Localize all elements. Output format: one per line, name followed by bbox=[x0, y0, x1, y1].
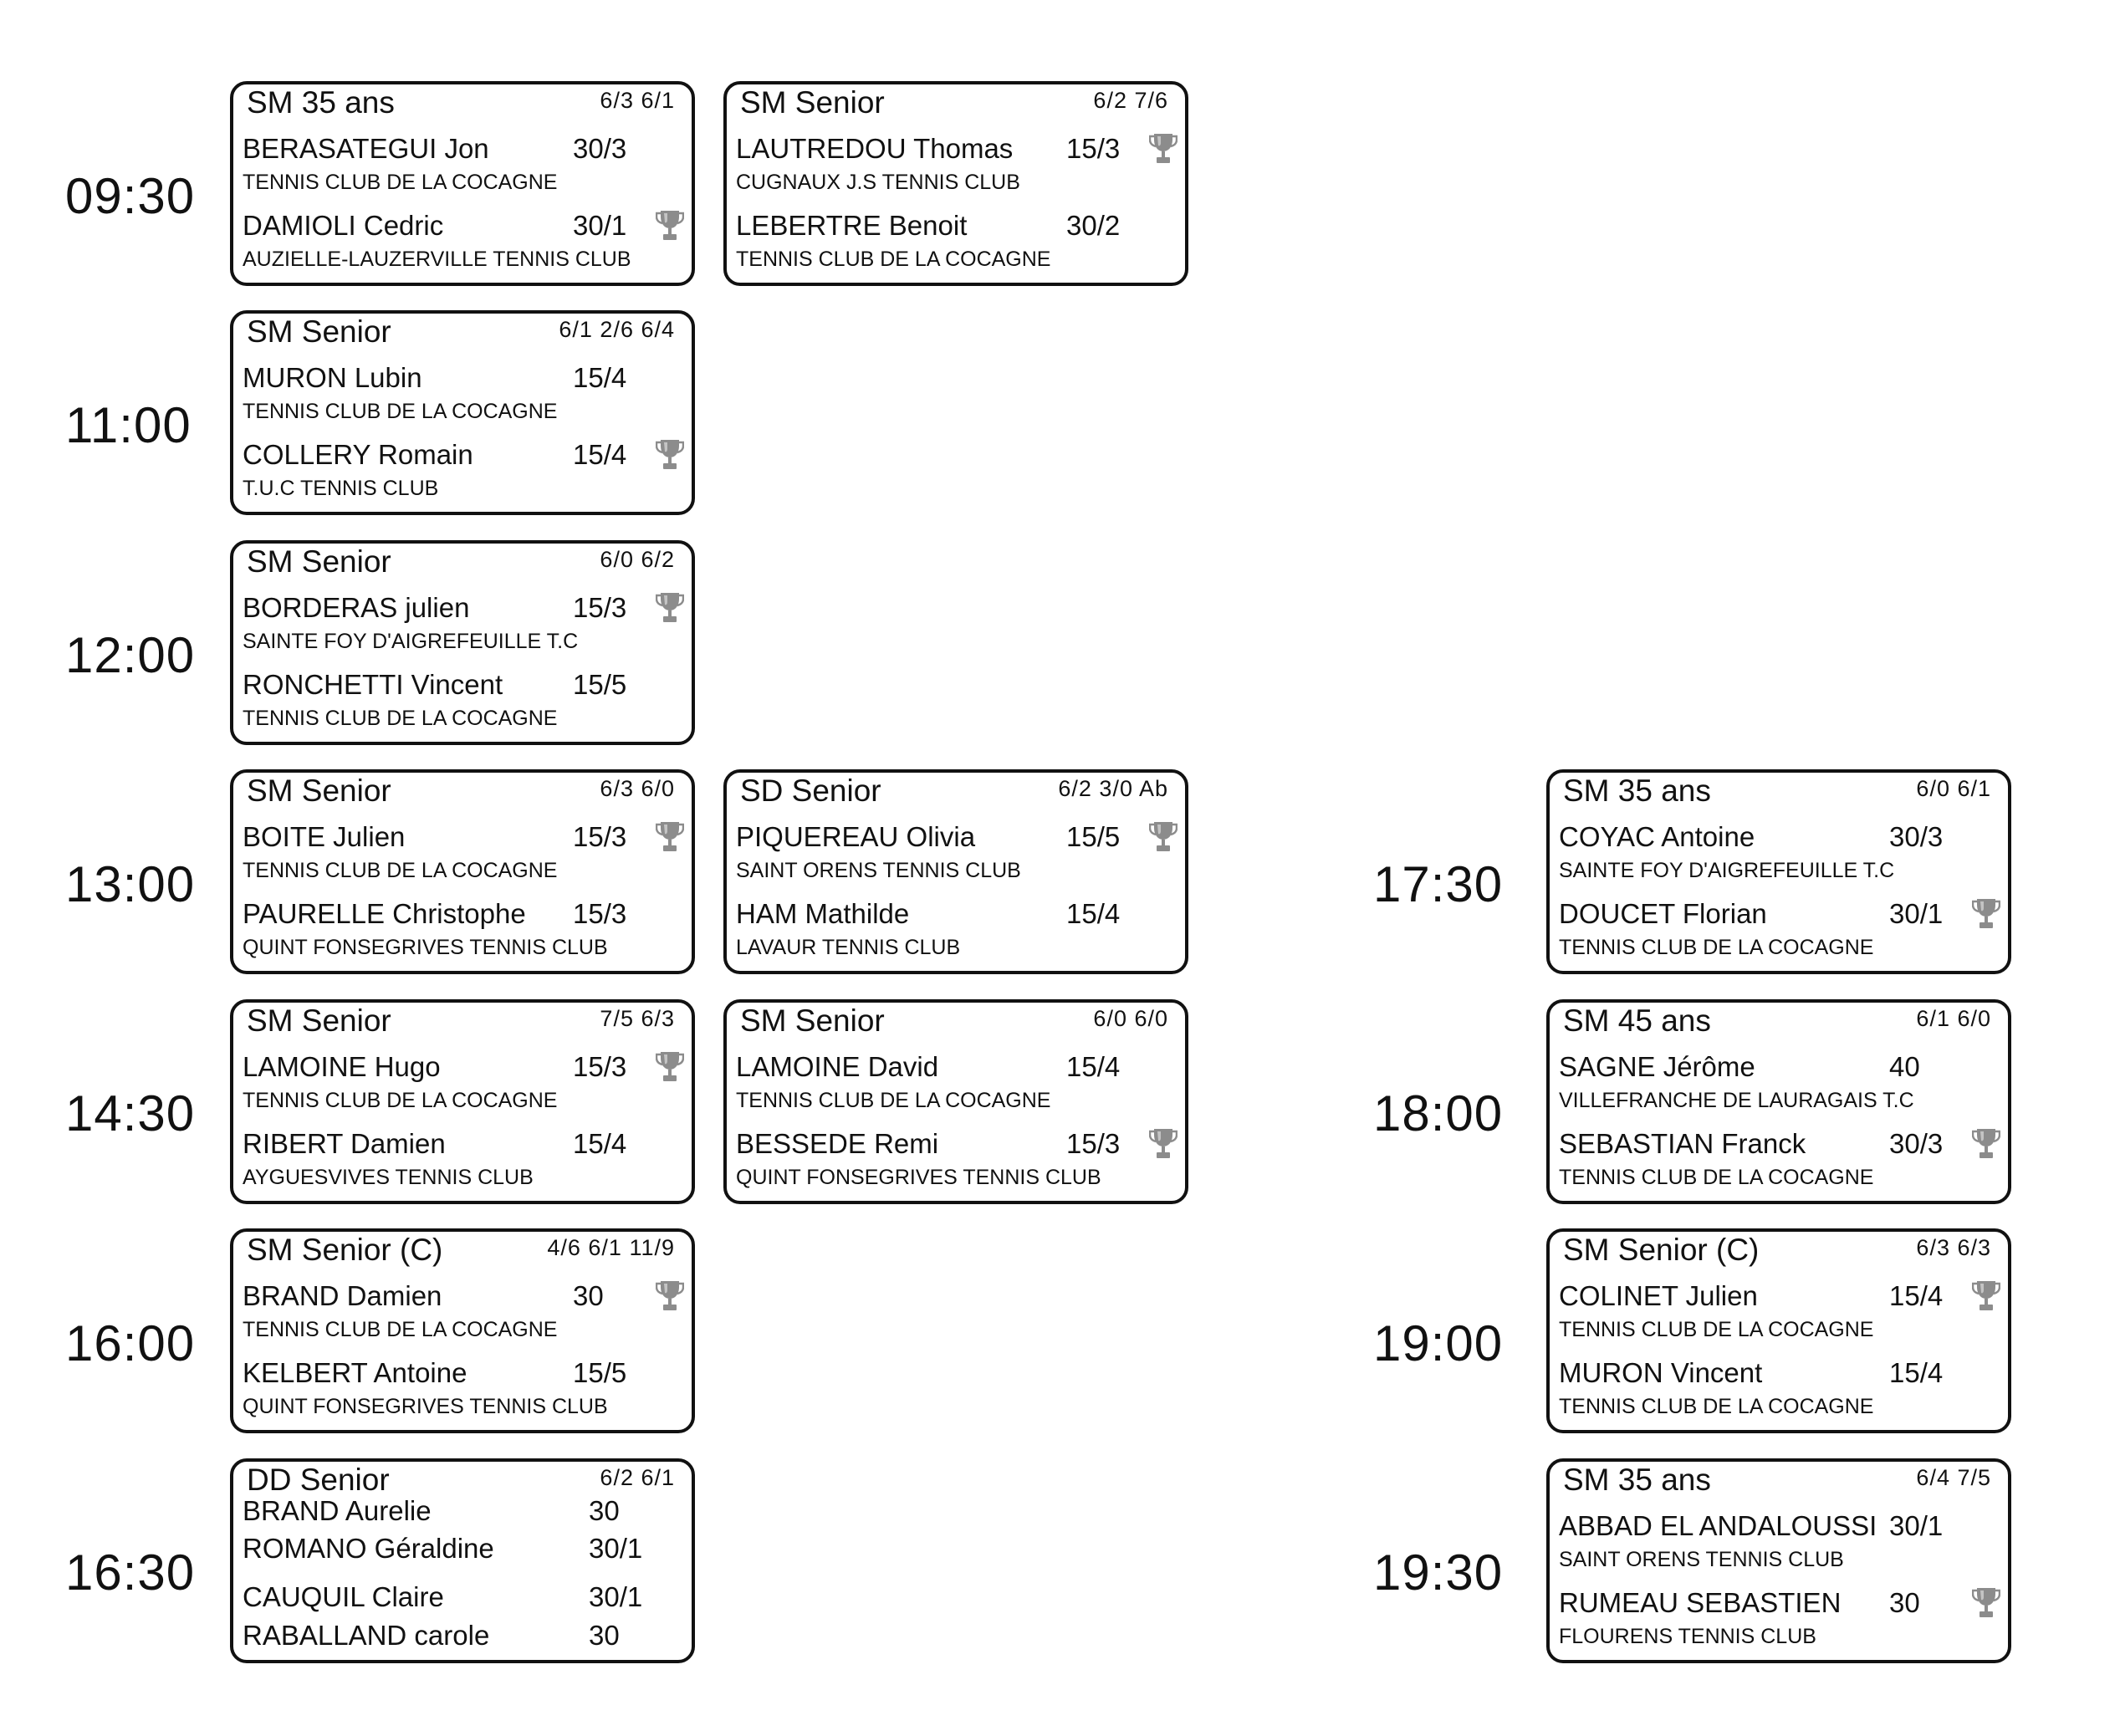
player-name: BESSEDE Remi bbox=[736, 1128, 939, 1159]
match-score: 6/0 6/2 bbox=[600, 547, 675, 572]
player-name: PAURELLE Christophe bbox=[243, 898, 526, 929]
match-card bbox=[230, 1228, 695, 1433]
player-name: COYAC Antoine bbox=[1559, 821, 1755, 852]
player-club: SAINT ORENS TENNIS CLUB bbox=[1559, 1548, 1844, 1571]
player-club: QUINT FONSEGRIVES TENNIS CLUB bbox=[736, 1166, 1101, 1189]
player-club: CUGNAUX J.S TENNIS CLUB bbox=[736, 171, 1020, 194]
match-category: SM 45 ans bbox=[1563, 1003, 1711, 1038]
match-card bbox=[1546, 999, 2011, 1204]
match-category: SM Senior bbox=[247, 544, 391, 579]
player-ranking: 40 bbox=[1889, 1051, 1920, 1082]
trophy-icon bbox=[656, 1279, 684, 1312]
match-category: DD Senior bbox=[247, 1463, 390, 1497]
match-category: SM Senior bbox=[247, 314, 391, 349]
match-card bbox=[1546, 1458, 2011, 1663]
trophy-icon bbox=[656, 208, 684, 242]
player-club: TENNIS CLUB DE LA COCAGNE bbox=[1559, 936, 1874, 959]
player-name: BRAND Damien bbox=[243, 1280, 442, 1311]
player-ranking: 15/4 bbox=[573, 439, 627, 470]
player-club: AYGUESVIVES TENNIS CLUB bbox=[243, 1166, 534, 1189]
player-ranking: 15/3 bbox=[573, 821, 627, 852]
match-card bbox=[1546, 769, 2011, 974]
match-score: 6/2 6/1 bbox=[600, 1465, 675, 1490]
trophy-icon bbox=[656, 590, 684, 624]
player-name: PIQUEREAU Olivia bbox=[736, 821, 976, 852]
player-ranking: 15/4 bbox=[1889, 1357, 1944, 1388]
player-ranking: 15/3 bbox=[1066, 1128, 1121, 1159]
player-name: RUMEAU SEBASTIEN bbox=[1559, 1587, 1842, 1618]
player-club: VILLEFRANCHE DE LAURAGAIS T.C bbox=[1559, 1089, 1914, 1112]
player-name: SAGNE Jérôme bbox=[1559, 1051, 1755, 1082]
player-ranking: 30/1 bbox=[589, 1533, 643, 1564]
time-label: 12:00 bbox=[65, 627, 196, 683]
player-club: TENNIS CLUB DE LA COCAGNE bbox=[243, 859, 558, 882]
match-score: 7/5 6/3 bbox=[600, 1006, 675, 1031]
player-name: COLLERY Romain bbox=[243, 439, 473, 470]
player-ranking: 30/2 bbox=[1066, 210, 1121, 241]
player-ranking: 30/1 bbox=[1889, 1510, 1944, 1541]
player-name: LAUTREDOU Thomas bbox=[736, 133, 1014, 164]
trophy-icon bbox=[1149, 1126, 1177, 1160]
match-category: SM Senior (C) bbox=[247, 1233, 443, 1267]
time-label: 16:30 bbox=[65, 1545, 196, 1601]
trophy-icon bbox=[656, 1049, 684, 1083]
player-name: DOUCET Florian bbox=[1559, 898, 1767, 929]
player-ranking: 15/5 bbox=[573, 669, 627, 700]
player-name: LAMOINE David bbox=[736, 1051, 939, 1082]
match-card bbox=[230, 540, 695, 745]
player-club: T.U.C TENNIS CLUB bbox=[243, 477, 439, 500]
trophy-icon bbox=[1149, 131, 1177, 165]
player-name: BORDERAS julien bbox=[243, 592, 470, 623]
player-name: SEBASTIAN Franck bbox=[1559, 1128, 1806, 1159]
player-ranking: 15/4 bbox=[573, 362, 627, 393]
player-name: RONCHETTI Vincent bbox=[243, 669, 503, 700]
player-name: BOITE Julien bbox=[243, 821, 406, 852]
player-ranking: 30/1 bbox=[1889, 898, 1944, 929]
match-category: SM Senior bbox=[247, 774, 391, 808]
match-score: 6/2 3/0 Ab bbox=[1058, 776, 1168, 801]
match-card bbox=[230, 999, 695, 1204]
player-club: FLOURENS TENNIS CLUB bbox=[1559, 1625, 1816, 1648]
player-name: RABALLAND carole bbox=[243, 1620, 490, 1651]
player-ranking: 15/5 bbox=[573, 1357, 627, 1388]
player-club: LAVAUR TENNIS CLUB bbox=[736, 936, 961, 959]
player-ranking: 30/3 bbox=[1889, 1128, 1944, 1159]
trophy-icon bbox=[656, 819, 684, 853]
player-club: TENNIS CLUB DE LA COCAGNE bbox=[1559, 1166, 1874, 1189]
match-category: SM Senior bbox=[740, 85, 885, 120]
match-score: 6/3 6/3 bbox=[1916, 1235, 1991, 1260]
trophy-icon bbox=[1972, 1279, 2000, 1312]
player-name: MURON Vincent bbox=[1559, 1357, 1763, 1388]
player-club: SAINTE FOY D'AIGREFEUILLE T.C bbox=[243, 630, 579, 653]
player-club: TENNIS CLUB DE LA COCAGNE bbox=[243, 400, 558, 423]
player-ranking: 15/3 bbox=[573, 898, 627, 929]
match-score: 6/0 6/0 bbox=[1093, 1006, 1168, 1031]
player-ranking: 30 bbox=[589, 1495, 620, 1526]
player-ranking: 15/5 bbox=[1066, 821, 1121, 852]
match-score: 6/1 6/0 bbox=[1916, 1006, 1991, 1031]
player-name: CAUQUIL Claire bbox=[243, 1581, 444, 1612]
player-name: KELBERT Antoine bbox=[243, 1357, 467, 1388]
player-ranking: 15/3 bbox=[573, 1051, 627, 1082]
match-score: 6/0 6/1 bbox=[1916, 776, 1991, 801]
player-club: TENNIS CLUB DE LA COCAGNE bbox=[1559, 1318, 1874, 1341]
player-club: QUINT FONSEGRIVES TENNIS CLUB bbox=[243, 1395, 608, 1418]
time-label: 14:30 bbox=[65, 1085, 196, 1141]
player-name: BRAND Aurelie bbox=[243, 1495, 432, 1526]
match-category: SM Senior (C) bbox=[1563, 1233, 1760, 1267]
match-category: SM 35 ans bbox=[1563, 774, 1711, 808]
match-score: 6/4 7/5 bbox=[1916, 1465, 1991, 1490]
match-category: SM 35 ans bbox=[247, 85, 395, 120]
player-ranking: 30 bbox=[589, 1620, 620, 1651]
player-name: COLINET Julien bbox=[1559, 1280, 1758, 1311]
match-score: 6/3 6/1 bbox=[600, 88, 675, 113]
player-club: TENNIS CLUB DE LA COCAGNE bbox=[243, 1089, 558, 1112]
time-label: 13:00 bbox=[65, 856, 196, 912]
match-card bbox=[723, 81, 1188, 286]
player-name: DAMIOLI Cedric bbox=[243, 210, 444, 241]
match-category: SM Senior bbox=[247, 1003, 391, 1038]
player-club: TENNIS CLUB DE LA COCAGNE bbox=[736, 1089, 1051, 1112]
time-label: 19:30 bbox=[1373, 1545, 1504, 1601]
player-ranking: 15/4 bbox=[1066, 898, 1121, 929]
player-ranking: 15/4 bbox=[573, 1128, 627, 1159]
match-score: 6/1 2/6 6/4 bbox=[559, 317, 675, 342]
match-card bbox=[230, 1458, 695, 1663]
trophy-icon bbox=[1149, 819, 1177, 853]
match-category: SM Senior bbox=[740, 1003, 885, 1038]
player-club: TENNIS CLUB DE LA COCAGNE bbox=[243, 171, 558, 194]
match-category: SM 35 ans bbox=[1563, 1463, 1711, 1497]
trophy-icon bbox=[1972, 1585, 2000, 1619]
time-label: 17:30 bbox=[1373, 856, 1504, 912]
time-label: 19:00 bbox=[1373, 1315, 1504, 1371]
player-name: MURON Lubin bbox=[243, 362, 422, 393]
player-ranking: 15/3 bbox=[573, 592, 627, 623]
match-card bbox=[230, 310, 695, 515]
player-club: TENNIS CLUB DE LA COCAGNE bbox=[1559, 1395, 1874, 1418]
player-ranking: 30 bbox=[1889, 1587, 1920, 1618]
match-score: 6/3 6/0 bbox=[600, 776, 675, 801]
player-ranking: 15/4 bbox=[1066, 1051, 1121, 1082]
player-ranking: 30/3 bbox=[1889, 821, 1944, 852]
player-name: LEBERTRE Benoit bbox=[736, 210, 968, 241]
player-club: AUZIELLE-LAUZERVILLE TENNIS CLUB bbox=[243, 248, 631, 271]
player-club: TENNIS CLUB DE LA COCAGNE bbox=[736, 248, 1051, 271]
match-card bbox=[723, 999, 1188, 1204]
player-ranking: 30/1 bbox=[589, 1581, 643, 1612]
player-club: TENNIS CLUB DE LA COCAGNE bbox=[243, 707, 558, 730]
match-card bbox=[230, 81, 695, 286]
player-name: HAM Mathilde bbox=[736, 898, 910, 929]
player-ranking: 15/4 bbox=[1889, 1280, 1944, 1311]
time-label: 16:00 bbox=[65, 1315, 196, 1371]
player-name: ABBAD EL ANDALOUSSI bbox=[1559, 1510, 1877, 1541]
match-score: 6/2 7/6 bbox=[1093, 88, 1168, 113]
match-category: SD Senior bbox=[740, 774, 881, 808]
time-label: 11:00 bbox=[65, 397, 192, 453]
trophy-icon bbox=[1972, 896, 2000, 930]
player-name: ROMANO Géraldine bbox=[243, 1533, 494, 1564]
match-card bbox=[1546, 1228, 2011, 1433]
player-ranking: 30/1 bbox=[573, 210, 627, 241]
player-club: SAINT ORENS TENNIS CLUB bbox=[736, 859, 1021, 882]
match-card bbox=[230, 769, 695, 974]
player-club: SAINTE FOY D'AIGREFEUILLE T.C bbox=[1559, 859, 1895, 882]
player-ranking: 30 bbox=[573, 1280, 604, 1311]
trophy-icon bbox=[1972, 1126, 2000, 1160]
player-name: BERASATEGUI Jon bbox=[243, 133, 489, 164]
player-name: LAMOINE Hugo bbox=[243, 1051, 441, 1082]
trophy-icon bbox=[656, 437, 684, 471]
match-score: 4/6 6/1 11/9 bbox=[547, 1235, 675, 1260]
time-label: 09:30 bbox=[65, 168, 196, 224]
player-club: TENNIS CLUB DE LA COCAGNE bbox=[243, 1318, 558, 1341]
player-ranking: 30/3 bbox=[573, 133, 627, 164]
time-label: 18:00 bbox=[1373, 1085, 1504, 1141]
player-club: QUINT FONSEGRIVES TENNIS CLUB bbox=[243, 936, 608, 959]
match-card bbox=[723, 769, 1188, 974]
player-name: RIBERT Damien bbox=[243, 1128, 446, 1159]
player-ranking: 15/3 bbox=[1066, 133, 1121, 164]
